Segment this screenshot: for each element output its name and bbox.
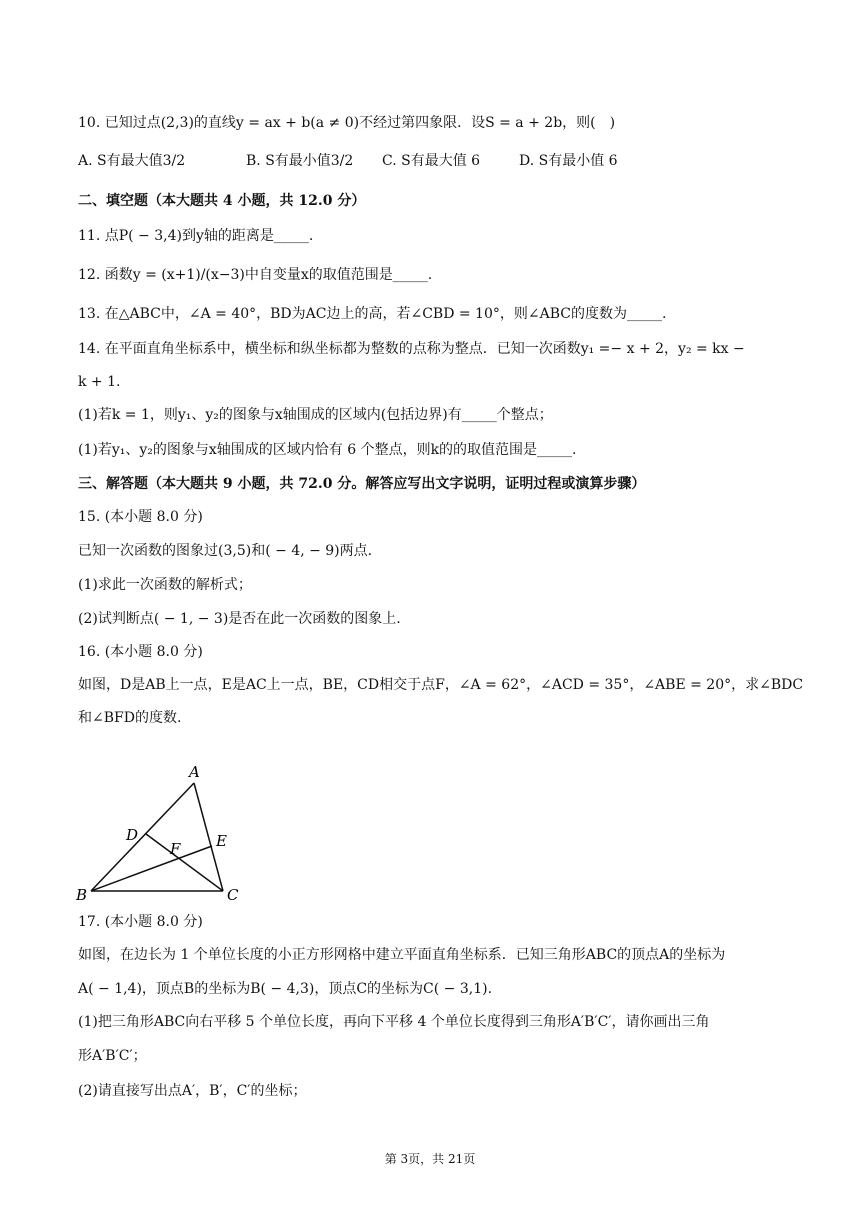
q10-option-d: D. S有最小值 6 xyxy=(519,153,618,169)
q15-heading: 15. (本小题 8.0 分) xyxy=(78,509,203,525)
q10-option-a: A. S有最大值3/2 xyxy=(78,153,186,169)
q17-part1-a: (1)把三角形ABC向右平移 5 个单位长度，再向下平移 4 个单位长度得到三角形A′B′C′，请你画出三角 xyxy=(78,1014,710,1030)
q12-line: 12. 函数y = (x+1)/(x−3)中自变量x的取值范围是_____. xyxy=(78,267,433,283)
section-answer-heading: 三、解答题（本大题共 9 小题，共 72.0 分。解答应写出文字说明，证明过程或演算步骤） xyxy=(78,476,646,492)
section-fill-in-heading: 二、填空题（本大题共 4 小题，共 12.0 分） xyxy=(78,193,366,209)
page-footer: 第 3页，共 21页 xyxy=(384,1152,476,1166)
label-e: E xyxy=(216,832,227,850)
q14-line-b: k + 1. xyxy=(78,374,121,390)
label-b: B xyxy=(76,886,88,904)
q17-part1-b: 形A′B′C′； xyxy=(78,1048,147,1064)
label-f: F xyxy=(170,840,181,858)
q11-line: 11. 点P( − 3,4)到y轴的距离是_____. xyxy=(78,228,314,244)
q10-option-b: B. S有最小值3/2 xyxy=(246,153,354,169)
triangle-figure xyxy=(70,762,260,912)
q17-part2: (2)请直接写出点A′，B′，C′的坐标； xyxy=(78,1083,307,1099)
q15-part1: (1)求此一次函数的解析式； xyxy=(78,577,252,593)
q15-body: 已知一次函数的图象过(3,5)和( − 4, − 9)两点. xyxy=(78,543,373,559)
segment-cd xyxy=(146,834,223,891)
q14-part2: (1)若y₁、y₂的图象与x轴围成的区域内恰有 6 个整点，则k的的取值范围是_____. xyxy=(78,442,577,458)
q16-body-b: 和∠BFD的度数. xyxy=(78,710,182,726)
q10-line: 10. 已知过点(2,3)的直线y = ax + b(a ≠ 0)不经过第四象限．设S = a + 2b，则( ) xyxy=(78,115,616,131)
q13-line: 13. 在△ABC中，∠A = 40°，BD为AC边上的高，若∠CBD = 10°，则∠ABC的度数为_____. xyxy=(78,306,667,322)
q17-heading: 17. (本小题 8.0 分) xyxy=(78,914,203,930)
q17-body-a: 如图，在边长为 1 个单位长度的小正方形网格中建立平面直角坐标系．已知三角形ABC的顶点A的坐标为 xyxy=(78,947,726,963)
segment-ab xyxy=(91,783,194,891)
label-a: A xyxy=(189,763,200,781)
q15-part2: (2)试判断点( − 1, − 3)是否在此一次函数的图象上. xyxy=(78,611,401,627)
label-c: C xyxy=(227,886,239,904)
q14-part1: (1)若k = 1，则y₁、y₂的图象与x轴围成的区域内(包括边界)有_____个整点； xyxy=(78,407,553,423)
label-d: D xyxy=(126,826,139,844)
q16-body-a: 如图，D是AB上一点，E是AC上一点，BE，CD相交于点F，∠A = 62°，∠ACD = 35°，∠ABE = 20°，求∠BDC xyxy=(78,677,804,693)
q17-body-b: A( − 1,4)，顶点B的坐标为B( − 4,3)，顶点C的坐标为C( − 3,1). xyxy=(78,981,493,997)
q14-line-a: 14. 在平面直角坐标系中，横坐标和纵坐标都为整数的点称为整点．已知一次函数y₁ =− x + 2，y₂ = kx − xyxy=(78,341,745,357)
q16-heading: 16. (本小题 8.0 分) xyxy=(78,644,203,660)
q10-option-c: C. S有最大值 6 xyxy=(382,153,481,169)
